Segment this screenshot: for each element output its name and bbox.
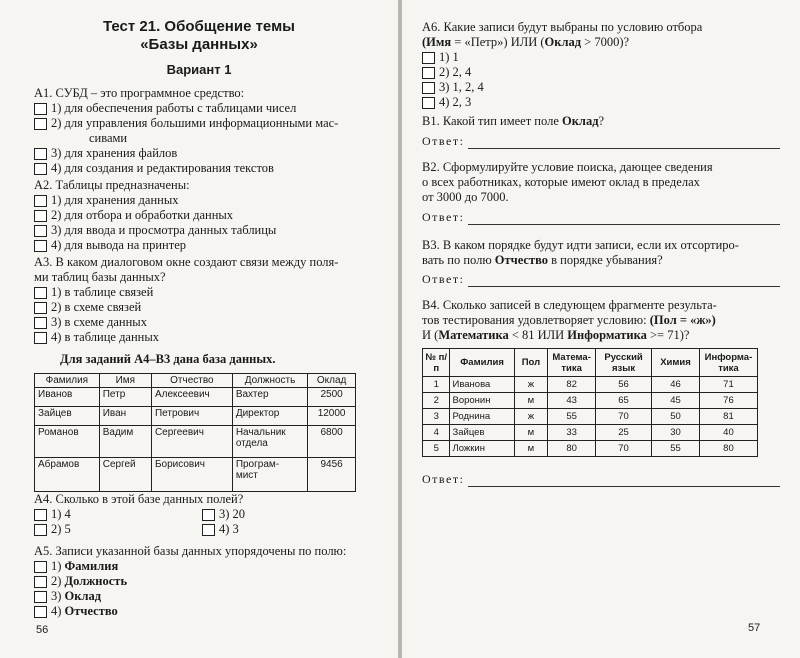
option[interactable]: 2) для отбора и обработки данных (34, 208, 374, 223)
question-text: (Имя = «Петр») ИЛИ (Оклад > 7000)? (422, 35, 630, 49)
question-text: А4. Сколько в этой базе данных полей? (34, 492, 244, 506)
table-row: 4 Зайцев м 33 25 30 40 (423, 425, 758, 441)
question-b4: В4. Сколько записей в следующем фрагменте результа- тов тестирования удовлетворяет условию: (Пол = «ж») И (Математика < 81 ИЛИ Информатика >= 71)? (422, 298, 717, 342)
checkbox[interactable] (34, 287, 47, 299)
option[interactable]: 3) для ввода и просмотра данных таблицы (34, 223, 374, 238)
option[interactable]: 2) 2, 4 (422, 65, 784, 80)
table-row: Романов Вадим Сергеевич Начальник отдела 6800 (35, 426, 356, 458)
left-page (0, 0, 398, 658)
checkbox[interactable] (422, 97, 435, 109)
checkbox[interactable] (34, 591, 47, 603)
checkbox[interactable] (34, 561, 47, 573)
question-a6 (422, 20, 784, 110)
checkbox[interactable] (34, 576, 47, 588)
checkbox[interactable] (422, 52, 435, 64)
option[interactable]: 2) 5 (34, 522, 202, 537)
column-header: Русский язык (596, 349, 652, 377)
checkbox[interactable] (34, 332, 47, 344)
option[interactable]: 1) 4 (34, 507, 202, 522)
checkbox[interactable] (34, 225, 47, 237)
option[interactable]: 2) Должность (34, 574, 379, 589)
question-a1 (34, 86, 374, 176)
table-header-row (35, 374, 356, 388)
checkbox[interactable] (34, 195, 47, 207)
page-number: 57 (748, 622, 761, 634)
checkbox[interactable] (34, 302, 47, 314)
question-b1: В1. Какой тип имеет поле Оклад? (422, 114, 605, 128)
table-row: Зайцев Иван Петрович Директор 12000 (35, 407, 356, 426)
checkbox[interactable] (34, 163, 47, 175)
column-header: № п/п (423, 349, 450, 377)
option[interactable]: 4) для вывода на принтер (34, 238, 374, 253)
question-b3: В3. В каком порядке будут идти записи, если их отсортиро- вать по полю Отчество в порядке убывания? (422, 238, 739, 267)
column-header: Отчество (151, 374, 232, 388)
database-table (34, 373, 356, 492)
checkbox[interactable] (202, 509, 215, 521)
answer-field[interactable]: Ответ: (422, 272, 780, 287)
column-header: Химия (652, 349, 700, 377)
checkbox[interactable] (34, 148, 47, 160)
option[interactable]: 3) 1, 2, 4 (422, 80, 784, 95)
table-row: 3 Роднина ж 55 70 50 81 (423, 409, 758, 425)
column-header: Информа-тика (699, 349, 757, 377)
column-header: Пол (514, 349, 548, 377)
answer-field[interactable]: Ответ: (422, 210, 780, 225)
option[interactable]: 3) 20 (202, 507, 245, 522)
column-header: Матема-тика (548, 349, 596, 377)
question-text: ми таблиц базы данных? (34, 270, 166, 284)
column-header: Фамилия (450, 349, 514, 377)
option[interactable]: 4) для создания и редактирования текстов (34, 161, 374, 176)
checkbox[interactable] (34, 103, 47, 115)
option[interactable]: 1) 1 (422, 50, 784, 65)
question-a3 (34, 255, 379, 345)
option[interactable]: 3) в схеме данных (34, 315, 379, 330)
option[interactable]: 1) для хранения данных (34, 193, 374, 208)
column-header: Фамилия (35, 374, 100, 388)
option-continuation: сивами (89, 131, 128, 145)
table-row: Абрамов Сергей Борисович Програм- мист 9456 (35, 458, 356, 492)
column-header: Должность (232, 374, 307, 388)
column-header: Имя (99, 374, 151, 388)
checkbox[interactable] (422, 67, 435, 79)
option[interactable]: 2) в схеме связей (34, 300, 379, 315)
table-header-row (423, 349, 758, 377)
question-a5 (34, 544, 379, 619)
column-header: Оклад (308, 374, 356, 388)
question-b2: В2. Сформулируйте условие поиска, дающее сведения о всех работниках, которые имеют оклад в пределах от 3000 до 7000. (422, 160, 713, 204)
table-row: Иванов Петр Алексеевич Вахтер 2500 (35, 388, 356, 407)
question-text: А6. Какие записи будут выбраны по условию отбора (422, 20, 703, 34)
test-title: Тест 21. Обобщение темы (103, 18, 295, 35)
option[interactable]: 4) 3 (202, 522, 245, 537)
checkbox[interactable] (34, 210, 47, 222)
question-a4 (34, 492, 379, 537)
option[interactable]: 4) Отчество (34, 604, 379, 619)
checkbox[interactable] (202, 524, 215, 536)
page-number: 56 (36, 624, 49, 636)
table-row: 5 Ложкин м 80 70 55 80 (423, 441, 758, 457)
right-page (402, 0, 800, 658)
test-results-table (422, 348, 758, 457)
option[interactable]: 4) в таблице данных (34, 330, 379, 345)
table-row: 1 Иванова ж 82 56 46 71 (423, 377, 758, 393)
option[interactable]: 4) 2, 3 (422, 95, 784, 110)
checkbox[interactable] (34, 524, 47, 536)
checkbox[interactable] (34, 118, 47, 130)
option[interactable]: 2) для управления большими информационными мас- (34, 116, 374, 131)
option[interactable]: 1) в таблице связей (34, 285, 379, 300)
table-row: 2 Воронин м 43 65 45 76 (423, 393, 758, 409)
question-text: А5. Записи указанной базы данных упорядочены по полю: (34, 544, 347, 558)
db-heading: Для заданий А4–В3 дана база данных. (60, 352, 276, 366)
question-text: А3. В каком диалоговом окне создают связи между поля- (34, 255, 339, 269)
checkbox[interactable] (34, 240, 47, 252)
checkbox[interactable] (422, 82, 435, 94)
question-text: А1. СУБД – это программное средство: (34, 86, 245, 100)
option[interactable]: 3) Оклад (34, 589, 379, 604)
option[interactable]: 1) Фамилия (34, 559, 379, 574)
question-text: А2. Таблицы предназначены: (34, 178, 190, 192)
checkbox[interactable] (34, 606, 47, 618)
question-a2 (34, 178, 374, 253)
checkbox[interactable] (34, 509, 47, 521)
test-subtitle: «Базы данных» (140, 36, 258, 53)
answer-field[interactable]: Ответ: (422, 134, 780, 149)
option[interactable]: 1) для обеспечения работы с таблицами чисел (34, 101, 374, 116)
answer-field[interactable]: Ответ: (422, 472, 780, 487)
variant-label: Вариант 1 (166, 62, 232, 77)
checkbox[interactable] (34, 317, 47, 329)
option[interactable]: 3) для хранения файлов (34, 146, 374, 161)
